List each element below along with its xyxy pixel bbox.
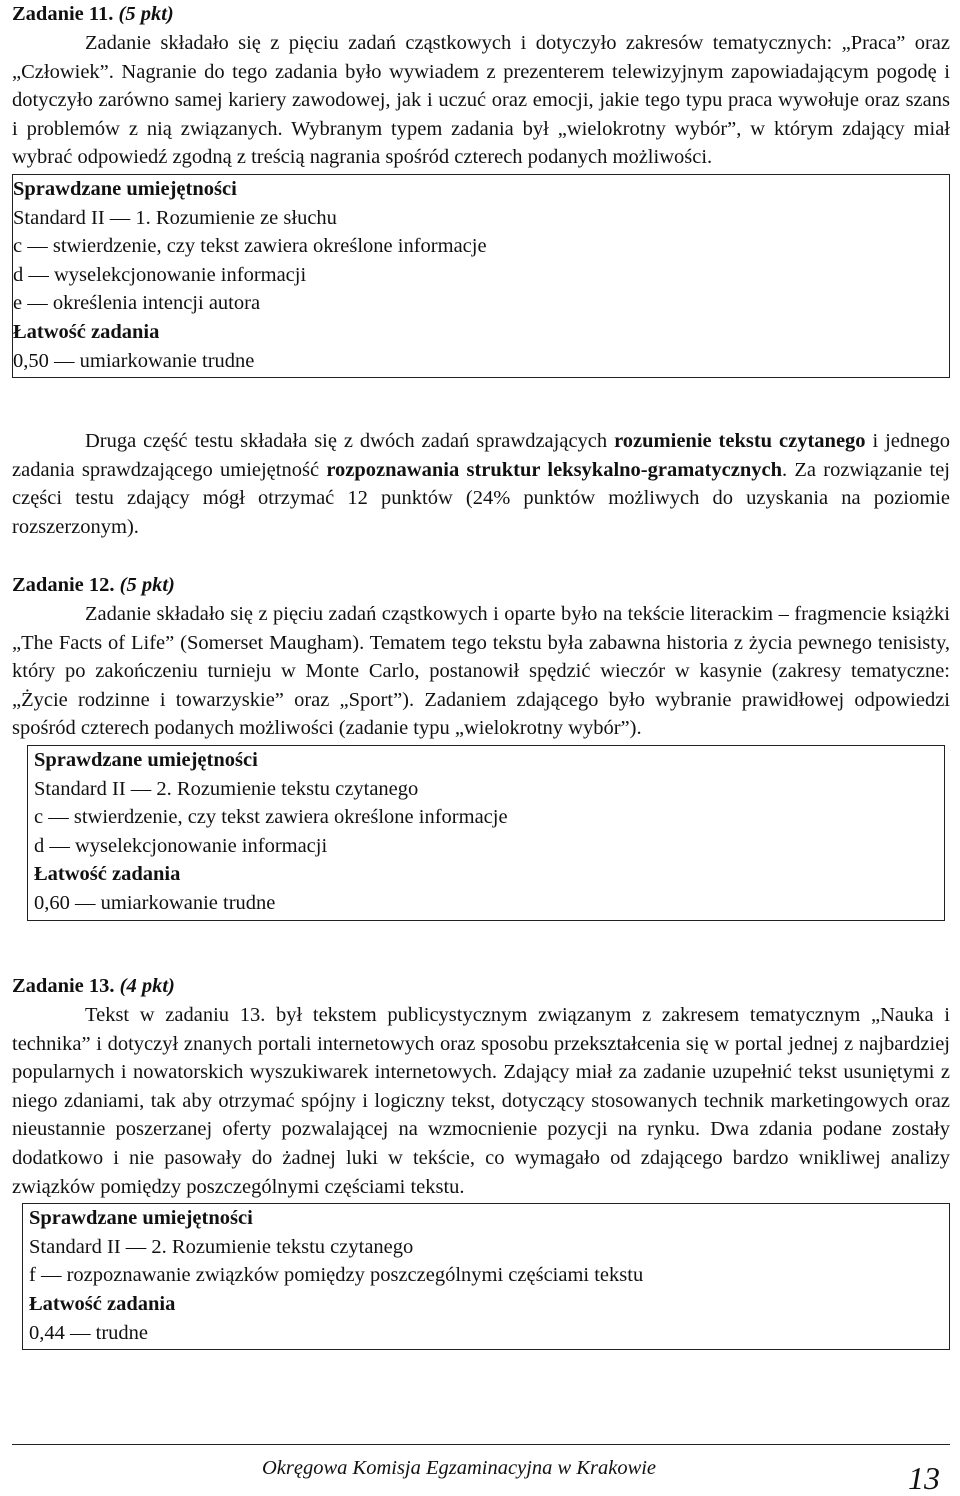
task-11-description: Zadanie składało się z pięciu zadań cząstkowych i dotyczyło zakresów tematycznych: „Praca” oraz „Człowiek”. Nagranie do tego zadania było wywiadem z prezenterem telewizyjnym zapowiadającym pogodę i dotyczyło zarówno samej kariery zawodowej, jak i uczuć oraz emocji, jakie tego typu praca wywołuje oraz szans i problemów z nią związanych. Wybranym typem zadania był „wielokrotny wybór”, w którym zdający miał wybrać odpowiedź zgodną z treścią nagrania spośród czterech podanych możliwości. <box>12 32 950 169</box>
footer-divider <box>12 1444 950 1445</box>
task-12-section <box>12 571 950 921</box>
task-11-title: Zadanie 11. <box>12 3 114 25</box>
skills-label: Sprawdzane umiejętności <box>34 748 258 771</box>
task-13-heading <box>12 972 950 1001</box>
standard-line: Standard II — 2. Rozumienie tekstu czytanego <box>34 777 419 800</box>
skills-label: Sprawdzane umiejętności <box>13 177 237 200</box>
task-12-skills-box <box>27 745 945 921</box>
part-2-text-3: . Za rozwiązanie tej części testu zdający mógł otrzymać 12 punktów (24% punktów możliwych do uzyskania na poziomie rozszerzonym). <box>12 458 951 538</box>
task-12-heading <box>12 571 950 600</box>
difficulty-label: Łatwość zadania <box>29 1292 176 1315</box>
part-2-text-1: Druga część testu składała się z dwóch zadań sprawdzających <box>85 430 615 452</box>
task-13-title: Zadanie 13. <box>12 975 115 997</box>
task-13-skills-box <box>22 1203 950 1350</box>
difficulty-value: 0,44 — trudne <box>29 1321 148 1344</box>
skill-item: d — wyselekcjonowanie informacji <box>34 834 328 857</box>
task-13-points: (4 pkt) <box>119 975 175 997</box>
page-number: 13 <box>908 1460 940 1496</box>
task-11-points: (5 pkt) <box>118 3 174 25</box>
standard-line: Standard II — 1. Rozumienie ze słuchu <box>13 206 337 229</box>
task-11-skills-box <box>12 174 950 378</box>
task-13-description: Tekst w zadaniu 13. był tekstem publicystycznym związanym z zakresem tematycznym „Nauka i technika” i dotyczył znanych portali internetowych oraz sposobu przekształcenia się w portal jednej z najbardziej popularnych i nowatorskich wyszukiwarek internetowych. Zdający miał za zadanie uzupełnić tekst usuniętymi z niego zdaniami, tak aby otrzymać spójny i logiczny tekst, dotyczący stosowanych technik marketingowych oraz nieustannie poszerzanej oferty pozwalającej na wzmocnienie pozycji na rynku. Dwa zdania podane zostały dodatkowo i nie pasowały do żadnej luki w tekście, co wymagało od zdającego bardzo wnikliwej analizy związków pomiędzy poszczególnymi częściami tekstu. <box>12 1004 950 1198</box>
footer-institution: Okręgowa Komisja Egzaminacyjna w Krakowie <box>262 1457 657 1479</box>
difficulty-value: 0,50 — umiarkowanie trudne <box>13 349 255 372</box>
skill-item: c — stwierdzenie, czy tekst zawiera określone informacje <box>13 235 487 258</box>
task-13-section <box>12 972 950 1350</box>
skill-item: e — określenia intencji autora <box>13 292 261 315</box>
standard-line: Standard II — 2. Rozumienie tekstu czytanego <box>29 1235 414 1258</box>
task-12-title: Zadanie 12. <box>12 574 115 596</box>
part-2-bold-1: rozumienie tekstu czytanego <box>614 430 866 452</box>
skill-item: f — rozpoznawanie związków pomiędzy poszczególnymi częściami tekstu <box>29 1264 644 1287</box>
difficulty-value: 0,60 — umiarkowanie trudne <box>34 891 276 914</box>
skill-item: d — wyselekcjonowanie informacji <box>13 263 307 286</box>
part-2-text-2: i jednego zadania sprawdzającego umiejętność <box>12 430 950 481</box>
part-2-intro <box>12 427 950 541</box>
skill-item: c — stwierdzenie, czy tekst zawiera określone informacje <box>34 806 508 829</box>
difficulty-label: Łatwość zadania <box>34 863 181 886</box>
task-12-description: Zadanie składało się z pięciu zadań cząstkowych i oparte było na tekście literackim – fragmencie książki „The Facts of Life” (Somerset Maugham). Tematem tego tekstu była zabawna historia z życia pewnego tenisisty, który po zakończeniu turnieju w Monte Carlo, postanowił spędzić wieczór w kasynie (zakresy tematyczne: „Życie rodzinne i towarzyskie” oraz „Sport”). Zadaniem zdającego było wybranie prawidłowej odpowiedzi spośród czterech podanych możliwości (zadanie typu „wielokrotny wybór”). <box>12 603 950 740</box>
skills-label: Sprawdzane umiejętności <box>29 1207 253 1230</box>
task-12-points: (5 pkt) <box>119 574 175 596</box>
task-11-heading <box>12 0 950 29</box>
part-2-bold-2: rozpoznawania struktur leksykalno-gramatycznych <box>326 458 782 481</box>
difficulty-label: Łatwość zadania <box>13 320 160 343</box>
task-11-section <box>12 0 950 378</box>
